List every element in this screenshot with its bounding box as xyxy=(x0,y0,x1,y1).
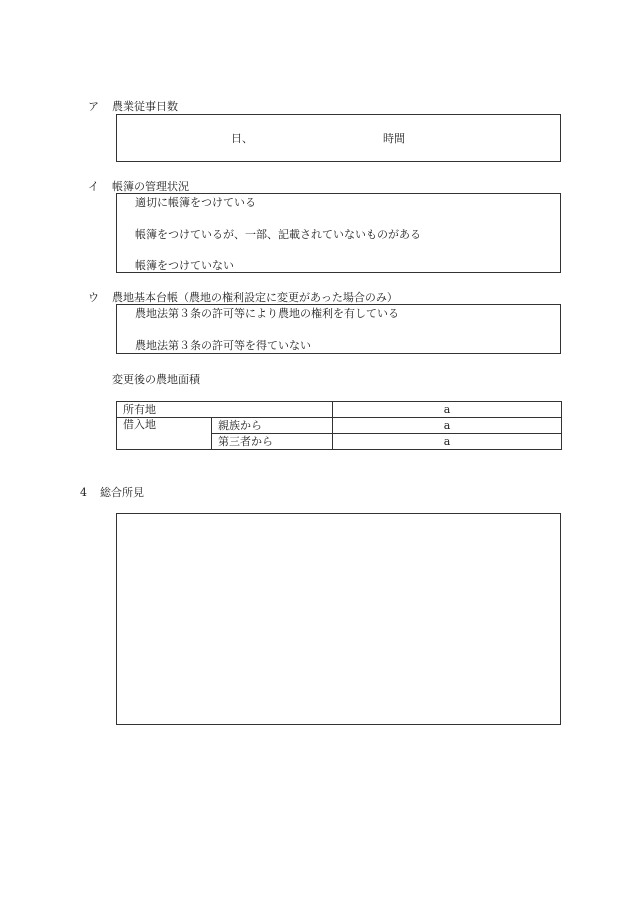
overall-remarks-box[interactable] xyxy=(116,513,561,725)
section-a-marker: ア xyxy=(88,100,99,113)
from-relatives-label: 親族から xyxy=(212,418,333,434)
relatives-area-cell[interactable]: a xyxy=(333,418,562,434)
section-u-title: 農地基本台帳（農地の権利設定に変更があった場合のみ） xyxy=(112,291,398,304)
farmland-area-table xyxy=(116,401,562,450)
work-days-box[interactable] xyxy=(116,114,561,162)
ledger-option-1[interactable]: 適切に帳簿をつけている xyxy=(135,196,256,209)
owned-area-cell[interactable]: a xyxy=(333,402,562,418)
ledger-option-2[interactable]: 帳簿をつけているが、一部、記載されていないものがある xyxy=(135,228,421,241)
owned-land-label: 所有地 xyxy=(117,402,333,418)
day-unit-label: 日、 xyxy=(231,132,253,145)
section-i-title: 帳簿の管理状況 xyxy=(112,180,189,193)
leased-land-label: 借入地 xyxy=(117,418,212,450)
section-4-number: 4 xyxy=(80,486,87,499)
section-i-marker: イ xyxy=(88,180,99,193)
table-row xyxy=(117,418,562,434)
register-option-2[interactable]: 農地法第３条の許可等を得ていない xyxy=(135,339,311,352)
table-row xyxy=(117,402,562,418)
section-4-title: 総合所見 xyxy=(100,486,144,499)
section-a-title: 農業従事日数 xyxy=(112,100,178,113)
area-heading: 変更後の農地面積 xyxy=(112,373,200,386)
third-party-area-cell[interactable]: a xyxy=(333,434,562,450)
ledger-option-3[interactable]: 帳簿をつけていない xyxy=(135,259,234,272)
register-option-1[interactable]: 農地法第３条の許可等により農地の権利を有している xyxy=(135,307,399,320)
from-third-party-label: 第三者から xyxy=(212,434,333,450)
section-u-marker: ウ xyxy=(88,291,99,304)
hour-unit-label: 時間 xyxy=(383,132,405,145)
